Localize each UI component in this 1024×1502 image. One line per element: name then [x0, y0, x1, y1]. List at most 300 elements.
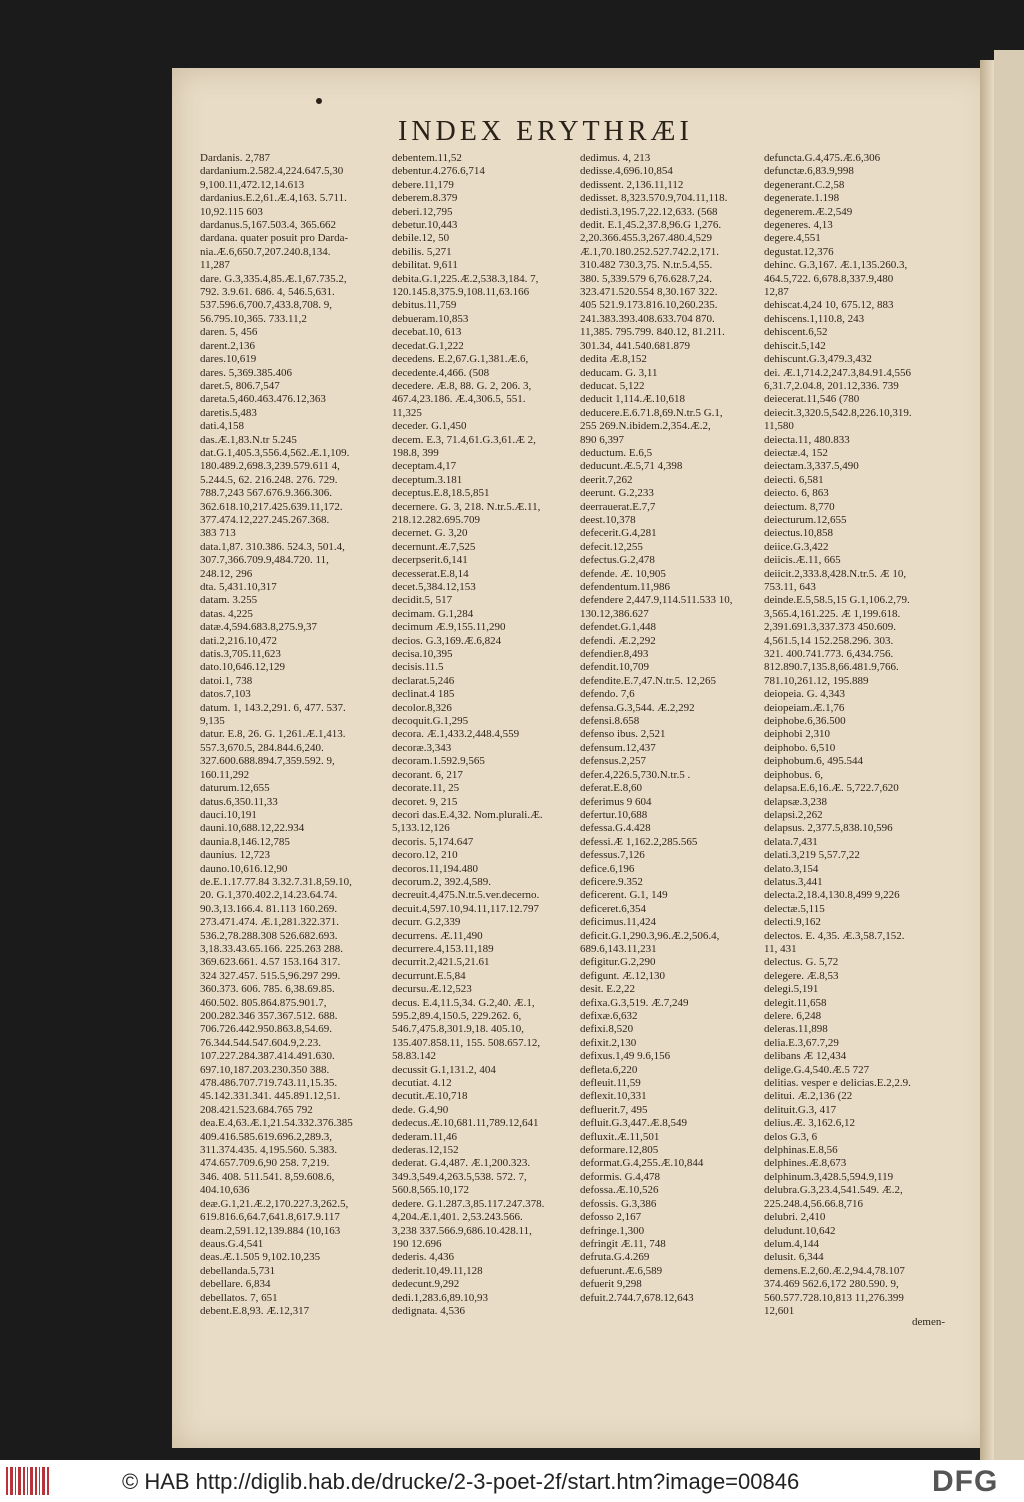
index-entry: 3,18.33.43.65.166. 225.263 288.: [200, 942, 343, 955]
index-entry: 5,133.12,126: [392, 822, 450, 835]
index-entry: dea.E.4,63.Æ.1,21.54.332.376.385: [200, 1117, 353, 1130]
index-entry: delphinas.E.8,56: [764, 1144, 838, 1157]
index-entry: decorum.2, 392.4,589.: [392, 875, 491, 888]
index-entry: decoquit.G.1,295: [392, 715, 469, 728]
index-entry: deberem.8.379: [392, 192, 458, 205]
index-entry: dareta.5,460.463.476.12,363: [200, 393, 326, 406]
index-entry: defecit.12,255: [580, 540, 643, 553]
index-entry: dederam.11,46: [392, 1130, 457, 1143]
index-entry: 323.471.520.554 8,30.167 322.: [580, 286, 718, 299]
index-entry: deiectus.10,858: [764, 527, 834, 540]
index-entry: 812.890.7,135.8,66.481.9,766.: [764, 661, 899, 674]
index-entry: defenso ibus. 2,521: [580, 728, 666, 741]
index-entry: deceptus.E.8,18.5,851: [392, 487, 490, 500]
index-entry: dardanus.5,167.503.4, 365.662: [200, 219, 336, 232]
index-entry: defendet.G.1,448: [580, 621, 657, 634]
index-entry: 11,580: [764, 420, 794, 433]
index-entry: delere. 6,248: [764, 1010, 822, 1022]
index-entry: 20. G.1,370.402.2,14.23.64.74.: [200, 889, 338, 902]
index-entry: 12,87: [764, 286, 789, 299]
index-entry: de.E.1.17.77.84 3.32.7.31.8,59.10,: [200, 875, 352, 888]
index-entry: 474.657.709.6,90 258. 7,219.: [200, 1157, 330, 1170]
index-entry: data.1,87. 310.386. 524.3, 501.4,: [200, 540, 345, 553]
index-entry: defessa.G.4.428: [580, 822, 651, 835]
index-entry: defluxit.Æ.11,501: [580, 1130, 660, 1143]
index-entry: dedisse.4,696.10,854: [580, 165, 673, 178]
index-entry: debentur.4.276.6,714: [392, 165, 485, 178]
index-entry: darent.2,136: [200, 339, 255, 352]
ink-mark: [316, 98, 322, 104]
index-entry: 120.145.8,375.9,108.11,63.166: [392, 286, 530, 299]
index-entry: 546.7,475.8,301.9,18. 405.10,: [392, 1023, 524, 1036]
index-entry: delitui. Æ.2,136 (22: [764, 1090, 853, 1103]
index-entry: defigitur.G.2,290: [580, 956, 656, 969]
index-entry: 557.3,670.5, 284.844.6,240.: [200, 741, 324, 754]
index-entry: decoræ.3,343: [392, 741, 452, 754]
index-entry: dati.2,216.10,472: [200, 634, 277, 647]
index-entry: 11,385. 795.799. 840.12, 81.211.: [580, 326, 725, 339]
index-entry: 788.7,243 567.676.9.366.306.: [200, 487, 332, 500]
index-entry: deludunt.10,642: [764, 1224, 836, 1237]
index-entry: 619.816.6,64.7,641.8,617.9.117: [200, 1211, 340, 1224]
index-entry: decidit.5, 517: [392, 594, 453, 607]
index-entry: debellare. 6,834: [200, 1278, 271, 1291]
index-entry: defixi.8,520: [580, 1023, 634, 1036]
index-entry: 255 269.N.ibidem.2,354.Æ.2,: [580, 420, 711, 433]
index-entry: 76.344.544.547.604.9,2.23.: [200, 1036, 321, 1049]
index-entry: defende. Æ. 10,905: [580, 567, 666, 580]
page-gutter: [980, 60, 994, 1460]
index-entry: deficerent. G.1, 149: [580, 889, 668, 902]
index-column-4: [764, 152, 976, 1332]
index-entry: decurrunt.E.5,84: [392, 969, 466, 982]
index-entry: delapsæ.3,238: [764, 795, 827, 808]
index-entry: 321. 400.741.773. 6,434.756.: [764, 648, 894, 661]
index-entry: deiphobus. 6,: [764, 768, 823, 781]
index-entry: 4,204.Æ.1,401. 2,53.243.566.: [392, 1211, 523, 1224]
index-entry: degenerate.1.198: [764, 192, 840, 205]
index-entry: debellanda.5,731: [200, 1264, 276, 1277]
index-entry: degere.4,551: [764, 232, 821, 245]
index-entry: deiecti. 6,581: [764, 473, 824, 486]
index-entry: deæ.G.1,21.Æ.2,170.227.3,262.5,: [200, 1197, 349, 1210]
index-entry: dauni.10,688.12,22.934: [200, 822, 305, 835]
index-entry: 130.12,386.627: [580, 607, 649, 620]
index-entry: 200.282.346 357.367.512. 688.: [200, 1010, 338, 1022]
index-entry: 537.596.6,700.7,433.8,708. 9,: [200, 299, 332, 312]
index-entry: defectus.G.2,478: [580, 554, 655, 567]
index-entry: daunia.8,146.12,785: [200, 835, 290, 848]
index-entry: delatus.3,441: [764, 875, 823, 888]
index-entry: deam.2,591.12,139.884 (10,163: [200, 1224, 341, 1237]
index-entry: 190 12.696: [392, 1237, 442, 1250]
index-entry: 11,325: [392, 406, 422, 419]
index-entry: deflexit.10,331: [580, 1090, 647, 1103]
index-entry: deceptum.3.181: [392, 473, 463, 486]
index-entry: Dardanis. 2,787: [200, 152, 270, 164]
index-entry: defleta.6,220: [580, 1063, 638, 1076]
index-entry: deinde.E.5,58.5,15 G.1,106.2,79.: [764, 594, 910, 607]
index-entry: delecti.9,162: [764, 916, 821, 929]
index-entry: demens.E.2,60.Æ.2,94.4,78.107: [764, 1264, 905, 1277]
index-entry: 10,92.115 603: [200, 205, 263, 218]
index-entry: dta. 5,431.10,317: [200, 581, 277, 593]
index-entry: das.Æ.1,83.N.tr 5.245: [200, 433, 297, 446]
index-entry: 753.11, 643: [764, 581, 816, 593]
index-entry: decisa.10,395: [392, 648, 453, 661]
index-entry: dedere. G.1.287.3,85.117.247.378.: [392, 1197, 545, 1210]
index-entry: dedita Æ.8,152: [580, 353, 647, 366]
index-entry: debitus.11,759: [392, 299, 457, 312]
index-entry: 4,561.5,14 152.258.296. 303.: [764, 634, 894, 647]
index-entry: 380. 5,339.579 6,76.628.7,24.: [580, 272, 712, 285]
index-entry: defunctæ.6,83.9,998: [764, 165, 854, 178]
index-entry: 9,135: [200, 715, 225, 728]
index-entry: delia.E.3,67.7,29: [764, 1036, 839, 1049]
index-entry: datam. 3.255: [200, 594, 258, 607]
index-entry: dauno.10,616.12,90: [200, 862, 288, 875]
index-entry: degustat.12,376: [764, 245, 834, 258]
index-entry: defensa.G.3,544. Æ.2,292: [580, 701, 695, 714]
index-entry: delectus. G. 5,72: [764, 956, 839, 969]
index-entry: dedit. E.1,45.2,37.8,96.G 1,276.: [580, 219, 722, 232]
index-entry: datæ.4,594.683.8,275.9,37: [200, 621, 318, 634]
index-entry: defossa.Æ.10,526: [580, 1184, 659, 1197]
index-entry: defendit.10,709: [580, 661, 650, 674]
index-column-1: [200, 152, 390, 1332]
index-entry: decuit.4,597.10,94.11,117.12.797: [392, 902, 540, 915]
index-entry: deducat. 5,122: [580, 379, 645, 392]
index-entry: defendier.8,493: [580, 648, 649, 661]
index-entry: deiicis.Æ.11, 665: [764, 554, 841, 567]
index-entry: decios. G.3,169.Æ.6,824: [392, 634, 502, 647]
index-entry: 11, 431: [764, 942, 797, 955]
index-entry: debere.11,179: [392, 178, 454, 191]
index-entry: 346. 408. 511.541. 8,59.608.6,: [200, 1170, 335, 1183]
index-entry: deformis. G.4,478: [580, 1170, 661, 1183]
index-entry: daret.5, 806.7,547: [200, 379, 280, 392]
hab-barcode-logo-icon: [4, 1465, 50, 1497]
index-entry: 90.3,13.166.4. 81.113 160.269.: [200, 902, 338, 915]
index-entry: delibans Æ 12,434: [764, 1050, 847, 1063]
index-entry: 3,565.4,161.225. Æ 1,199.618.: [764, 607, 901, 620]
index-entry: defringe.1,300: [580, 1224, 645, 1237]
index-entry: defuncta.G.4,475.Æ.6,306: [764, 152, 881, 164]
index-column-3: [580, 152, 776, 1332]
index-entry: decet.5,384.12,153: [392, 581, 476, 593]
index-entry: decurr. G.2,339: [392, 916, 461, 929]
index-entry: defertur.10,688: [580, 808, 648, 821]
index-entry: 706.726.442.950.863.8,54.69.: [200, 1023, 332, 1036]
index-entry: delubra.G.3,23.4,541.549. Æ.2,: [764, 1184, 903, 1197]
index-entry: delphinum.3,428.5,594.9,119: [764, 1170, 894, 1183]
index-entry: deiphobe.6,36.500: [764, 715, 846, 728]
index-entry: debita.G.1,225.Æ.2,538.3,184. 7,: [392, 272, 539, 285]
index-entry: 409.416.585.619.696.2,289.3,: [200, 1130, 332, 1143]
index-entry: decedat.G.1,222: [392, 339, 464, 352]
index-entry: deiice.G.3,422: [764, 540, 829, 553]
index-entry: 689.6,143.11,231: [580, 942, 657, 955]
index-entry: dederis. 4,436: [392, 1251, 455, 1264]
index-entry: deiphobi 2,310: [764, 728, 830, 741]
index-entry: deiectam.3,337.5,490: [764, 460, 859, 473]
index-entry: delum.4,144: [764, 1237, 819, 1250]
index-entry: dedi.1,283.6,89.10,93: [392, 1291, 488, 1304]
index-entry: deiecerat.11,546 (780: [764, 393, 860, 406]
index-entry: decedens. E.2,67.G.1,381.Æ.6,: [392, 353, 529, 366]
index-entry: 536.2,78.288.308 526.682.693.: [200, 929, 338, 942]
index-entry: dedignata. 4,536: [392, 1304, 466, 1317]
index-entry: defendite.E.7,47.N.tr.5. 12,265: [580, 674, 716, 687]
index-entry: deficere.9.352: [580, 875, 643, 888]
index-entry: debentem.11,52: [392, 152, 462, 164]
copyright-link[interactable]: © HAB http://diglib.hab.de/drucke/2-3-poet-2f/start.htm?image=00846: [122, 1469, 800, 1494]
index-entry: 2,391.691.3,337.373 450.609.: [764, 621, 896, 634]
index-entry: 377.474.12,227.245.267.368.: [200, 513, 330, 526]
index-entry: 697.10,187.203.230.350 388.: [200, 1063, 330, 1076]
index-entry: 5.244.5, 62. 216.248. 276. 729.: [200, 473, 338, 486]
index-entry: defixæ.6,632: [580, 1010, 638, 1022]
index-entry: decedere. Æ.8, 88. G. 2, 206. 3,: [392, 379, 532, 392]
index-entry: deferimus 9 604: [580, 795, 652, 808]
index-entry: deferat.E.8,60: [580, 782, 642, 795]
index-entry: delapsa.E.6,16.Æ. 5,722.7,620: [764, 782, 899, 795]
index-entry: decernunt.Æ.7,525: [392, 540, 476, 553]
index-entry: 324 327.457. 515.5,96.297 299.: [200, 969, 341, 982]
index-entry: decolor.8,326: [392, 701, 452, 714]
index-entry: dedisset. 8,323.570.9,704.11,118.: [580, 192, 728, 205]
index-entry: dei. Æ.1,714.2,247.3,84.91.4,556: [764, 366, 911, 379]
index-entry: deiecta.11, 480.833: [764, 433, 850, 446]
dfg-logo: DFG: [932, 1465, 999, 1498]
index-entry: 2,20.366.455.3,267.480.4,529: [580, 232, 712, 245]
index-entry: 360.373. 606. 785. 6,38.69.85.: [200, 983, 335, 996]
index-entry: dehiscat.4,24 10, 675.12, 883: [764, 299, 894, 312]
index-entry: deaus.G.4,541: [200, 1237, 264, 1250]
index-entry: debellatos. 7, 651: [200, 1291, 278, 1304]
index-entry: decreuit.4,475.N.tr.5.ver.decerno.: [392, 889, 540, 902]
index-entry: daturum.12,655: [200, 782, 270, 795]
index-entry: defice.6,196: [580, 862, 635, 875]
index-entry: deiopeia. G. 4,343: [764, 688, 845, 701]
index-entry: defendentum.11,986: [580, 581, 671, 593]
index-entry: decutit.Æ.10,718: [392, 1090, 468, 1103]
index-entry: defensus.2,257: [580, 755, 646, 768]
index-entry: 560.8,565.10,172: [392, 1184, 469, 1197]
index-entry: decimam. G.1,284: [392, 607, 474, 620]
index-entry: deiicit.2,333.8,428.N.tr.5. Æ 10,: [764, 567, 907, 580]
index-entry: delige.G.4,540.Æ.5 727: [764, 1063, 870, 1076]
index-entry: 218.12.282.695.709: [392, 513, 480, 526]
index-entry: decesserat.E.8,14: [392, 567, 469, 580]
index-entry: 6,31.7,2.04.8, 201.12,336. 739: [764, 379, 899, 392]
adjacent-page-edge: [994, 50, 1024, 1460]
index-entry: defixus.1,49 9.6,156: [580, 1050, 671, 1063]
index-entry: 248.12, 296: [200, 567, 253, 580]
index-entry: defluit.G.3,447.Æ.8,549: [580, 1117, 687, 1130]
index-entry: deficeret.6,354: [580, 902, 646, 915]
index-entry: defuit.2.744.7,678.12,643: [580, 1291, 694, 1304]
index-entry: debent.E.8,93. Æ.12,317: [200, 1304, 310, 1317]
index-entry: delphines.Æ.8,673: [764, 1157, 847, 1170]
index-entry: dare. G.3,335.4,85.Æ.1,67.735.2,: [200, 272, 347, 285]
index-entry: delegi.5,191: [764, 983, 819, 996]
index-entry: decurrit.2,421.5,21.61: [392, 956, 490, 969]
index-entry: delituit.G.3, 417: [764, 1103, 837, 1116]
index-entry: defleuit.11,59: [580, 1077, 641, 1090]
index-entry: delegere. Æ.8,53: [764, 969, 839, 982]
index-entry: nia.Æ.6,650.7,207.240.8,134.: [200, 245, 331, 258]
index-entry: dardana. quater posuit pro Darda-: [200, 232, 349, 245]
index-entry: daren. 5, 456: [200, 326, 258, 339]
index-entry: deiphobum.6, 495.544: [764, 755, 863, 768]
index-entry: decorate.11, 25: [392, 782, 460, 795]
index-entry: dares. 5,369.385.406: [200, 366, 292, 379]
index-entry: dato.10,646.12,129: [200, 661, 285, 674]
index-entry: 3,238 337.566.9,686.10.428.11,: [392, 1224, 532, 1237]
index-entry: decisis.11.5: [392, 661, 444, 674]
index-entry: dehiscit.5,142: [764, 339, 826, 352]
index-entry: delegit.11,658: [764, 996, 827, 1009]
index-entry: defer.4,226.5,730.N.tr.5 .: [580, 768, 691, 781]
index-entry: debilitat. 9,611: [392, 259, 458, 272]
index-entry: decoris. 5,174.647: [392, 835, 474, 848]
index-entry: declinat.4 185: [392, 688, 455, 701]
index-entry: degenerant.C.2,58: [764, 178, 845, 191]
index-entry: 310.482 730.3,75. N.tr.5.4,55.: [580, 259, 713, 272]
index-entry: deleras.11,898: [764, 1023, 828, 1036]
index-entry: delubri. 2,410: [764, 1211, 826, 1224]
index-entry: 160.11,292: [200, 768, 250, 781]
index-entry: decurrens. Æ.11,490: [392, 929, 483, 942]
index-entry: 405 521.9.173.816.10,260.235.: [580, 299, 718, 312]
index-entry: decutiat. 4.12: [392, 1077, 452, 1090]
index-entry: 11,287: [200, 259, 230, 272]
index-entry: 208.421.523.684.765 792: [200, 1103, 313, 1116]
index-entry: datus.6,350.11,33: [200, 795, 278, 808]
index-entry: deceptam.4,17: [392, 460, 457, 473]
index-entry: deducam. G. 3,11: [580, 366, 658, 379]
index-entry: dat.G.1,405.3,556.4,562.Æ.1,109.: [200, 446, 350, 459]
index-entry: delapsus. 2,377.5,838.10,596: [764, 822, 893, 835]
index-entry: delusit. 6,344: [764, 1251, 824, 1264]
index-entry: 56.795.10,365. 733.11,2: [200, 312, 307, 325]
index-entry: daretis.5,483: [200, 406, 257, 419]
index-entry: decoram.1.592.9,565: [392, 755, 485, 768]
index-entry: debueram.10,853: [392, 312, 469, 325]
index-entry: degenerem.Æ.2,549: [764, 205, 853, 218]
index-entry: dardanium.2.582.4,224.647.5,30: [200, 165, 344, 178]
index-entry: decoret. 9, 215: [392, 795, 458, 808]
index-entry: defendo. 7,6: [580, 688, 635, 701]
index-entry: 560.577.728.10,813 11,276.399: [764, 1291, 904, 1304]
index-entry: 311.374.435. 4,195.560. 5.383.: [200, 1144, 338, 1157]
index-entry: decerpserit.6,141: [392, 554, 468, 567]
index-entry: 58.83.142: [392, 1050, 436, 1063]
index-entry: debetur.10,443: [392, 219, 458, 232]
index-entry: debile.12, 50: [392, 232, 450, 245]
index-entry: 460.502. 805.864.875.901.7,: [200, 996, 327, 1009]
index-entry: deformare.12,805: [580, 1144, 659, 1157]
index-entry: degeneres. 4,13: [764, 219, 833, 232]
index-entry: decoro.12, 210: [392, 849, 458, 862]
index-entry: deiecto. 6, 863: [764, 487, 829, 500]
index-entry: dehiscunt.G.3,479.3,432: [764, 353, 872, 366]
index-entry: datas. 4,225: [200, 607, 253, 620]
index-entry: 383 713: [200, 527, 236, 540]
index-entry: decem. E.3, 71.4,61.G.3,61.Æ 2,: [392, 433, 536, 446]
index-entry: delius.Æ. 3,162.6,12: [764, 1117, 856, 1130]
index-entry: dedisti.3,195.7,22.12,633. (568: [580, 205, 718, 218]
index-entry: defringit Æ.11, 748: [580, 1237, 666, 1250]
index-entry: defendi. Æ.2,292: [580, 634, 656, 647]
index-entry: defixit.2,130: [580, 1036, 637, 1049]
index-entry: dedimus. 4, 213: [580, 152, 651, 164]
index-entry: dederas.12,152: [392, 1144, 459, 1157]
index-entry: deiecit.3,320.5,542.8,226.10,319.: [764, 406, 912, 419]
index-entry: delapsi.2,262: [764, 808, 823, 821]
index-entry: defensum.12,437: [580, 741, 656, 754]
index-entry: defruta.G.4.269: [580, 1251, 650, 1264]
index-entry: 478.486.707.719.743.11,15.35.: [200, 1077, 338, 1090]
index-entry: dehinc. G.3,167. Æ.1,135.260.3,: [764, 259, 908, 272]
index-entry: decebat.10, 613: [392, 326, 462, 339]
index-entry: dati.4,158: [200, 420, 244, 433]
index-entry: defuerit 9,298: [580, 1278, 642, 1291]
index-entry: delati.3,219 5,57.7,22: [764, 849, 860, 862]
index-entry: declarat.5,246: [392, 674, 455, 687]
index-entry: defluerit.7, 495: [580, 1103, 648, 1116]
index-entry: dederat. G.4,487. Æ.1,200.323.: [392, 1157, 531, 1170]
index-entry: decoros.11,194.480: [392, 862, 479, 875]
index-entry: defecerit.G.4,281: [580, 527, 657, 540]
index-entry: 464.5,722. 6,678.8,337.9,480: [764, 272, 894, 285]
index-entry: decussit G.1,131.2, 404: [392, 1063, 496, 1076]
index-entry: defossis. G.3,386: [580, 1197, 657, 1210]
index-entry: dede. G.4,90: [392, 1103, 449, 1116]
index-entry: deerunt. G.2,233: [580, 487, 654, 500]
index-entry: delato.3,154: [764, 862, 819, 875]
index-entry: 135.407.858.11, 155. 508.657.12,: [392, 1036, 541, 1049]
index-entry: 467.4,23.186. Æ.4,306.5, 551.: [392, 393, 526, 406]
index-entry: defensi.8.658: [580, 715, 640, 728]
index-entry: defigunt. Æ.12,130: [580, 969, 665, 982]
index-entry: dardanius.E.2,61.Æ.4,163. 5.711.: [200, 192, 347, 205]
index-entry: datos.7,103: [200, 688, 251, 701]
index-entry: dedecus.Æ.10,681.11,789.12,641: [392, 1117, 539, 1130]
index-entry: decori das.E.4,32. Nom.plurali.Æ.: [392, 808, 543, 821]
index-entry: deiphobo. 6,510: [764, 741, 836, 754]
index-entry: dedissent. 2,136.11,112: [580, 178, 684, 191]
index-entry: dauci.10,191: [200, 808, 257, 821]
index-entry: defendere 2,447.9,114.511.533 10,: [580, 594, 733, 607]
index-entry: 327.600.688.894.7,359.592. 9,: [200, 755, 335, 768]
index-entry: deductum. E.6,5: [580, 446, 653, 459]
index-entry: 12,601: [764, 1304, 795, 1317]
index-entry: deducere.E.6.71.8,69.N.tr.5 G.1,: [580, 406, 723, 419]
index-entry: decorant. 6, 217: [392, 768, 463, 781]
index-entry: defixa.G.3,519. Æ.7,249: [580, 996, 689, 1009]
index-entry: deceder. G.1,450: [392, 420, 467, 433]
index-entry: decimum Æ.9,155.11,290: [392, 621, 506, 634]
index-entry: datum. 1, 143.2,291. 6, 477. 537.: [200, 701, 346, 714]
index-entry: deducit 1,114.Æ.10,618: [580, 393, 685, 406]
index-entry: dedecunt.9,292: [392, 1278, 460, 1291]
index-entry: desit. E.2,22: [580, 983, 635, 996]
index-entry: 273.471.474. Æ.1,281.322.371.: [200, 916, 340, 929]
index-entry: delecta.2,18.4,130.8,499 9,226: [764, 889, 900, 902]
index-entry: 198.8, 399: [392, 446, 439, 459]
